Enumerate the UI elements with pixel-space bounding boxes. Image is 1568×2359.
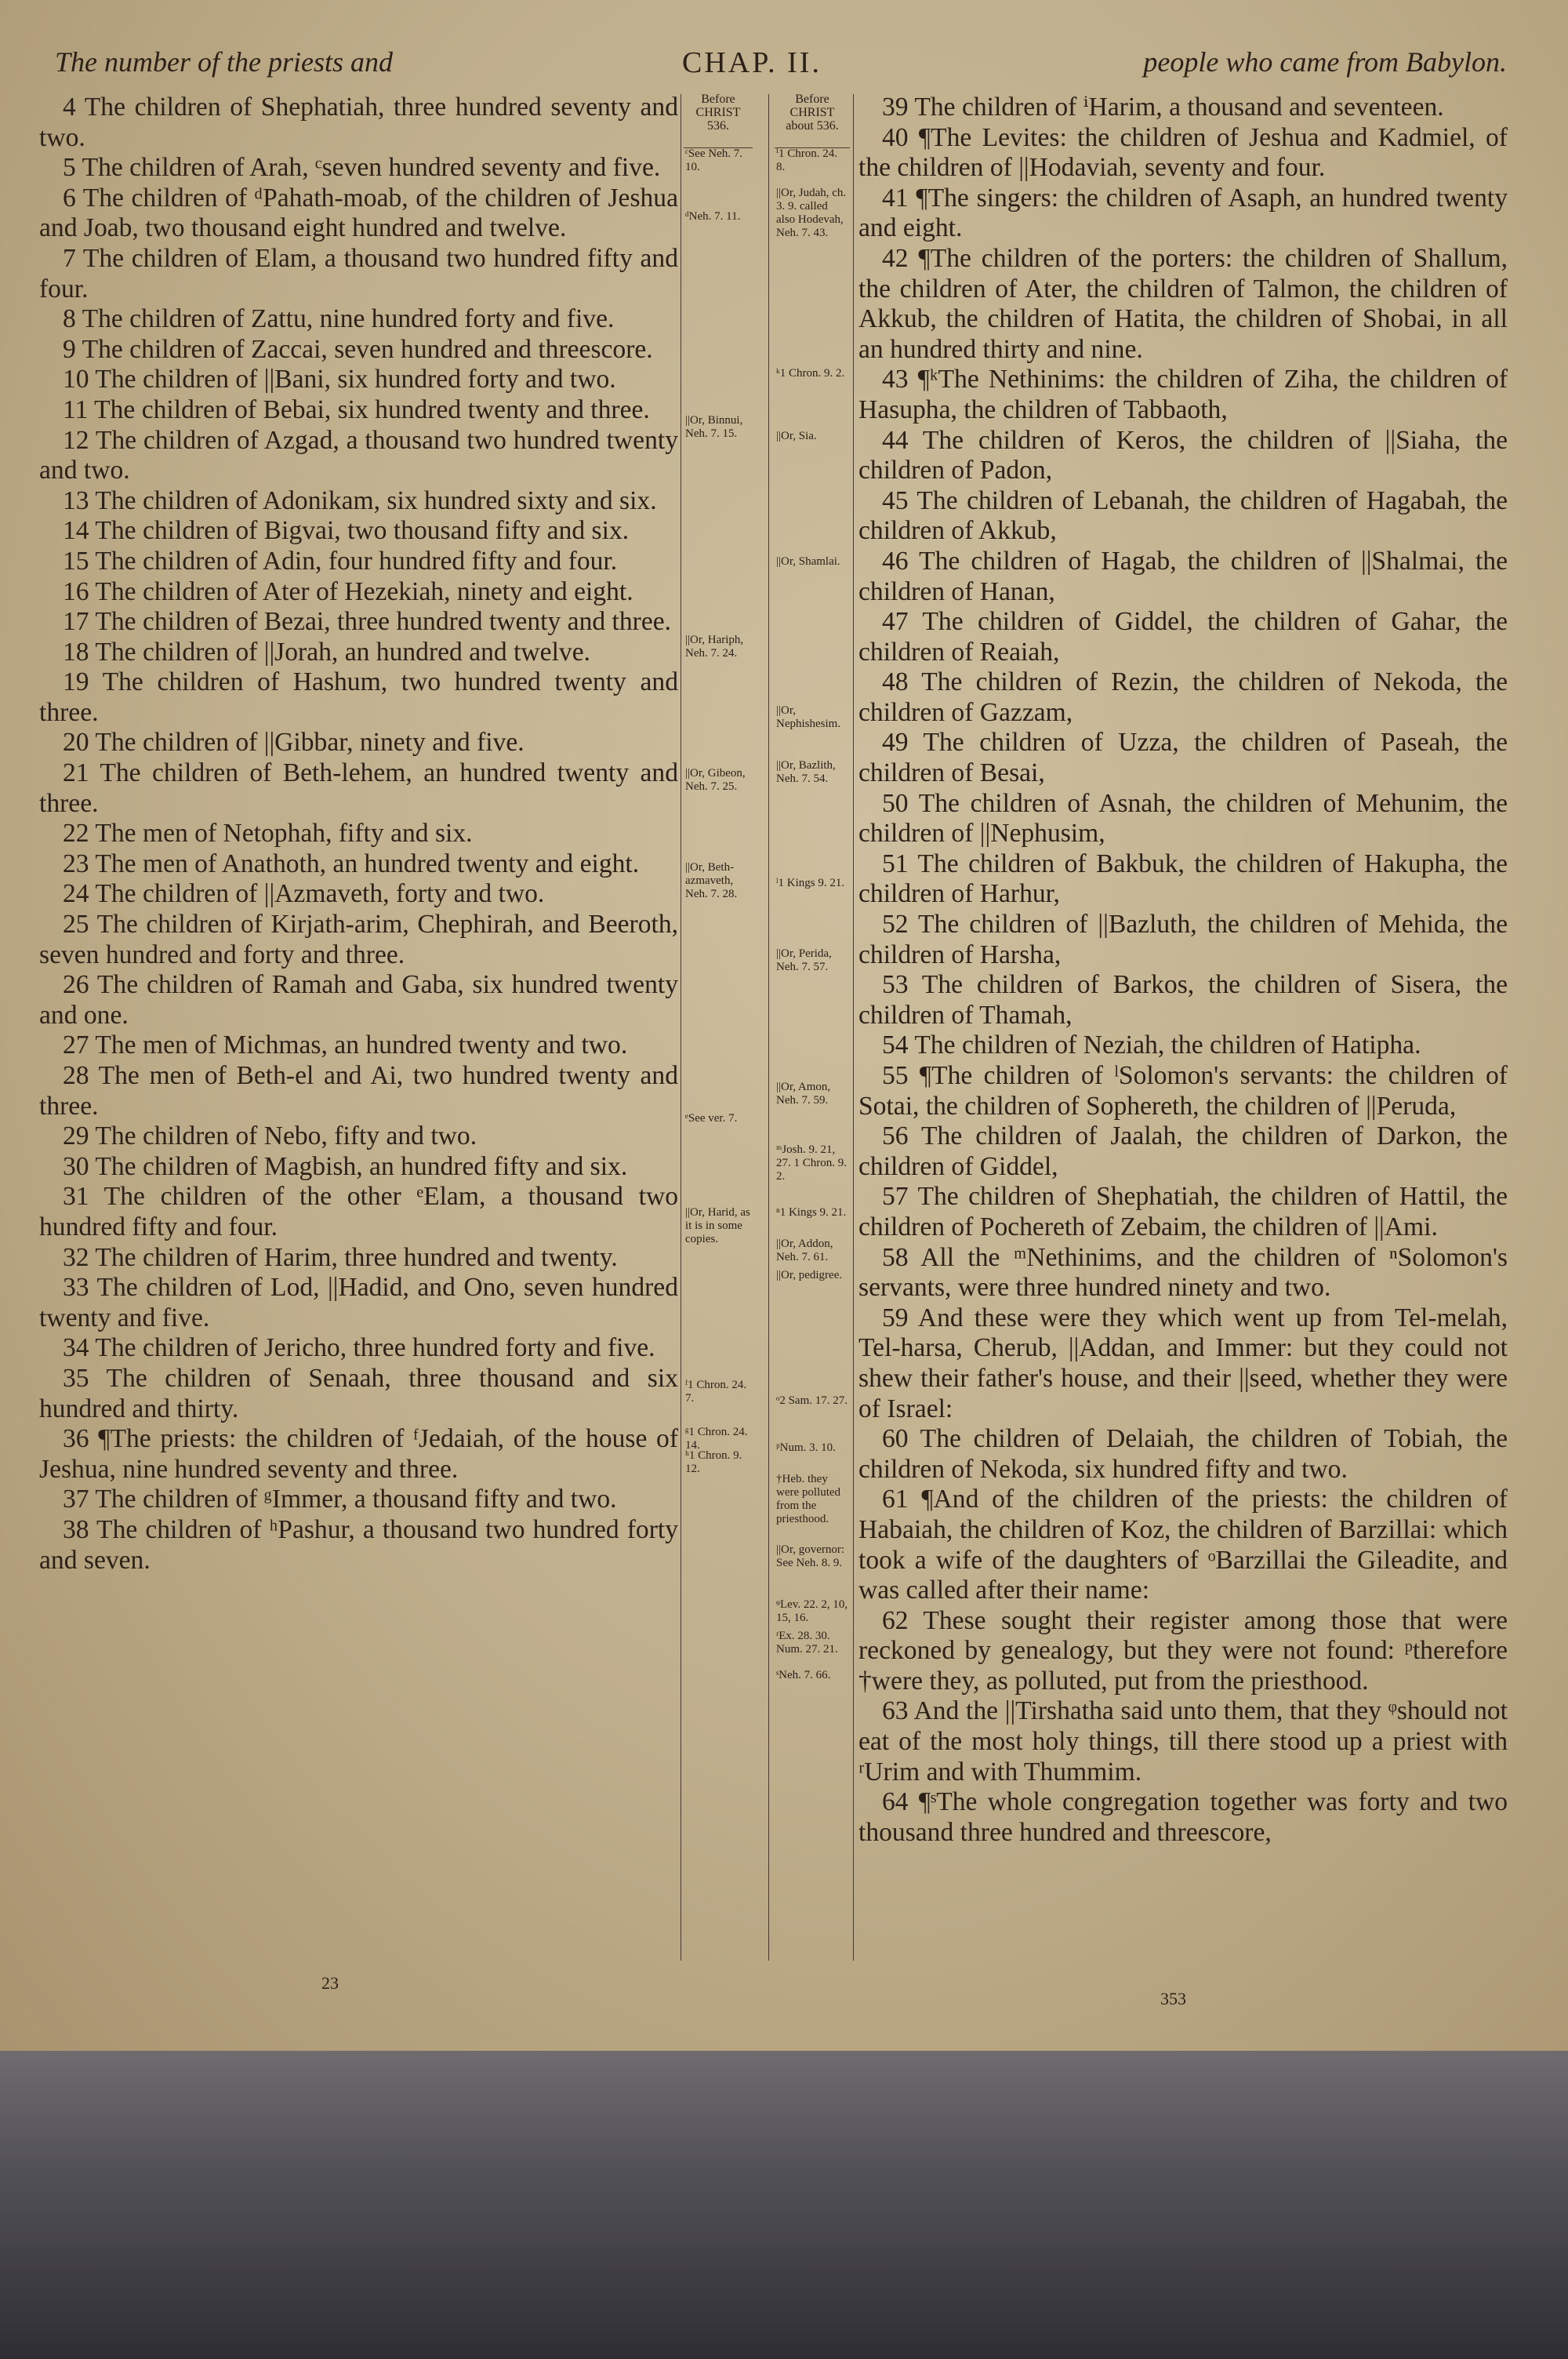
page-number: 353 (1160, 1989, 1186, 2008)
verse: 7 The children of Elam, a thousand two hundred fifty and four. (39, 243, 678, 304)
verse: 21 The children of Beth-lehem, an hundred twenty and three. (39, 758, 678, 818)
margin-heading-left: Before CHRIST 536. (684, 93, 753, 148)
verse: 47 The children of Giddel, the children of Gahar, the children of Reaiah, (858, 607, 1508, 667)
left-margin-notes (684, 93, 753, 1475)
verse: 20 The children of ||Gibbar, ninety and five. (63, 728, 524, 758)
verse: 19 The children of Hashum, two hundred twenty and three. (39, 667, 678, 727)
verse: 46 The children of Hagab, the children of ||Shalmai, the children of Hanan, (858, 546, 1508, 606)
verse: 64 ¶ˢThe whole congregation together was forty and two thousand three hundred and threescore, (858, 1787, 1508, 1847)
verse: 60 The children of Delaiah, the children of Tobiah, the children of Nekoda, six hundred fifty and two. (858, 1424, 1508, 1484)
margin-note: ᵍ1 Chron. 24. 14. (685, 1426, 748, 1452)
verse: 10 The children of ||Bani, six hundred forty and two. (63, 365, 616, 394)
margin-note: ᵖNum. 3. 10. (776, 1441, 836, 1454)
verse: 44 The children of Keros, the children of ||Siaha, the children of Padon, (858, 425, 1508, 485)
verse: 54 The children of Neziah, the children of Hatipha. (882, 1030, 1421, 1060)
verse: 35 The children of Senaah, three thousand and six hundred and thirty. (39, 1363, 678, 1423)
verse: 22 The men of Netophah, fifty and six. (63, 819, 473, 849)
verse: 29 The children of Nebo, fifty and two. (63, 1121, 477, 1151)
verse: 14 The children of Bigvai, two thousand fifty and six. (63, 516, 630, 546)
verse: 4 The children of Shephatiah, three hundred seventy and two. (39, 93, 678, 152)
verse: 25 The children of Kirjath-arim, Chephirah, and Beeroth, seven hundred and forty and three. (39, 910, 678, 969)
margin-note: ||Or, Judah, ch. 3. 9. called also Hodevah, Neh. 7. 43. (776, 187, 847, 239)
margin-note: ||Or, Sia. (776, 430, 817, 442)
margin-note: ᵠLev. 22. 2, 10, 15, 16. (776, 1598, 848, 1624)
margin-note: ᵐJosh. 9. 21, 27. 1 Chron. 9. 2. (776, 1143, 847, 1183)
margin-note: ||Or, Hariph, Neh. 7. 24. (685, 634, 744, 660)
margin-note: ᵉSee ver. 7. (685, 1112, 738, 1125)
margin-note: ||Or, Shamlai. (776, 555, 840, 568)
signature-mark: 23 (321, 1973, 339, 1993)
margin-note: ||Or, Nephishesim. (776, 704, 841, 730)
verse: 15 The children of Adin, four hundred fifty and four. (63, 546, 618, 576)
verse: 8 The children of Zattu, nine hundred forty and five. (63, 304, 615, 334)
margin-note: ||Or, Harid, as it is in some copies. (685, 1206, 750, 1245)
column-rule (768, 94, 769, 1961)
verse: 42 ¶The children of the porters: the children of Shallum, the children of Ater, the children of Talmon, the children of Akkub, the children of Hatita, the children of Shobai, in all an hundred thirty and nine. (858, 243, 1508, 364)
verse: 63 And the ||Tirshatha said unto them, that they ᵠshould not eat of the most holy things, till there stood up a priest with ʳUrim and with Thummim. (858, 1696, 1508, 1787)
verse: 13 The children of Adonikam, six hundred sixty and six. (63, 485, 657, 515)
verse: 24 The children of ||Azmaveth, forty and two. (63, 879, 545, 909)
verse: 16 The children of Ater of Hezekiah, ninety and eight. (63, 576, 633, 606)
verse: 33 The children of Lod, ||Hadid, and Ono, seven hundred twenty and five. (39, 1273, 678, 1332)
left-text-column (39, 93, 678, 1576)
verse: 51 The children of Bakbuk, the children of Hakupha, the children of Harhur, (858, 849, 1508, 909)
verse: 18 The children of ||Jorah, an hundred and twelve. (63, 637, 590, 667)
margin-note: ˡ1 Kings 9. 21. (776, 877, 845, 889)
verse: 23 The men of Anathoth, an hundred twenty and eight. (63, 849, 640, 878)
verse: 48 The children of Rezin, the children of Nekoda, the children of Gazzam, (858, 667, 1508, 727)
margin-note: ᶜSee Neh. 7. 10. (685, 147, 742, 173)
verse: 12 The children of Azgad, a thousand two hundred twenty and two. (39, 425, 678, 485)
verse: 41 ¶The singers: the children of Asaph, an hundred twenty and eight. (858, 183, 1508, 243)
verse: 5 The children of Arah, ᶜseven hundred seventy and five. (63, 153, 661, 183)
verse: 26 The children of Ramah and Gaba, six hundred twenty and one. (39, 970, 678, 1030)
margin-note: ||Or, pedigree. (776, 1269, 843, 1281)
verse: 61 ¶And of the children of the priests: the children of Habaiah, the children of Koz, the children of Barzillai: which took a wife of the daughters of ᵒBarzillai the Gileadite, and was called after their name: (858, 1485, 1508, 1605)
margin-note: ||Or, governor: See Neh. 8. 9. (776, 1543, 845, 1569)
margin-note: ||Or, Binnui, Neh. 7. 15. (685, 414, 743, 440)
margin-note: ˢNeh. 7. 66. (776, 1669, 831, 1681)
background-surface (0, 2051, 1568, 2359)
margin-note: ⁱ1 Chron. 24. 8. (776, 147, 838, 173)
verse: 39 The children of ⁱHarim, a thousand and seventeen. (882, 93, 1444, 122)
verse: 59 And these were they which went up from Tel-melah, Tel-harsa, Cherub, ||Addan, and Immer: but they could not shew their father's house, and their ||seed, whether they were of Israel: (858, 1303, 1508, 1423)
verse: 37 The children of ᵍImmer, a thousand fifty and two. (63, 1485, 617, 1514)
verse: 53 The children of Barkos, the children of Sisera, the children of Thamah, (858, 970, 1508, 1030)
verse: 30 The children of Magbish, an hundred fifty and six. (63, 1151, 628, 1181)
margin-note: ||Or, Perida, Neh. 7. 57. (776, 947, 832, 973)
right-margin-notes (775, 93, 850, 1681)
verse: 43 ¶ᵏThe Nethinims: the children of Ziha, the children of Hasupha, the children of Tabbaoth, (858, 365, 1508, 424)
verse: 50 The children of Asnah, the children of Mehunim, the children of ||Nephusim, (858, 788, 1508, 849)
verse: 17 The children of Bezai, three hundred twenty and three. (63, 607, 672, 637)
chapter-heading: CHAP. II. (682, 46, 822, 79)
margin-note: ᶠ1 Chron. 24. 7. (685, 1379, 747, 1405)
verse: 38 The children of ʰPashur, a thousand two hundred forty and seven. (39, 1514, 678, 1575)
margin-note: ʳEx. 28. 30. Num. 27. 21. (776, 1630, 838, 1656)
margin-note: †Heb. they were polluted from the priesthood. (776, 1473, 841, 1525)
margin-note: ||Or, Amon, Neh. 7. 59. (776, 1081, 831, 1107)
verse: 28 The men of Beth-el and Ai, two hundred twenty and three. (39, 1061, 678, 1121)
verse: 6 The children of ᵈPahath-moab, of the children of Jeshua and Joab, two thousand eight hundred and twelve. (39, 183, 678, 243)
verse: 62 These sought their register among those that were reckoned by genealogy, but they were not found: ᵖtherefore †were they, as polluted, put from the priesthood. (858, 1605, 1508, 1696)
margin-note: ||Or, Bazlith, Neh. 7. 54. (776, 759, 836, 785)
margin-note: ᵈNeh. 7. 11. (685, 210, 741, 223)
verse: 45 The children of Lebanah, the children of Hagabah, the children of Akkub, (858, 485, 1508, 546)
margin-heading-right: Before CHRIST about 536. (775, 93, 850, 148)
verse: 36 ¶The priests: the children of ᶠJedaiah, of the house of Jeshua, nine hundred seventy and three. (39, 1424, 678, 1484)
verse: 40 ¶The Levites: the children of Jeshua and Kadmiel, of the children of ||Hodaviah, seventy and four. (858, 122, 1508, 183)
verse: 56 The children of Jaalah, the children of Darkon, the children of Giddel, (858, 1121, 1508, 1181)
verse: 27 The men of Michmas, an hundred twenty and two. (63, 1030, 628, 1060)
running-head-right: people who came from Babylon. (1143, 46, 1507, 78)
verse: 11 The children of Bebai, six hundred twenty and three. (63, 394, 650, 424)
margin-note: ||Or, Beth-azmaveth, Neh. 7. 28. (685, 861, 738, 900)
right-text-column (858, 93, 1508, 1848)
margin-note: ||Or, Gibeon, Neh. 7. 25. (685, 767, 746, 793)
verse: 32 The children of Harim, three hundred and twenty. (63, 1242, 618, 1272)
column-rule (853, 94, 854, 1961)
margin-note: ⁿ1 Kings 9. 21. (776, 1206, 847, 1219)
verse: 52 The children of ||Bazluth, the children of Mehida, the children of Harsha, (858, 910, 1508, 969)
running-head-left: The number of the priests and (55, 46, 393, 78)
verse: 49 The children of Uzza, the children of Paseah, the children of Besai, (858, 728, 1508, 788)
verse: 9 The children of Zaccai, seven hundred and threescore. (63, 334, 653, 364)
margin-note: ʰ1 Chron. 9. 12. (685, 1449, 742, 1475)
verse: 58 All the ᵐNethinims, and the children of ⁿSolomon's servants, were three hundred ninety and two. (858, 1242, 1508, 1303)
margin-note: ᵒ2 Sam. 17. 27. (776, 1394, 848, 1407)
margin-note: ||Or, Addon, Neh. 7. 61. (776, 1238, 833, 1263)
margin-note: ᵏ1 Chron. 9. 2. (776, 367, 845, 380)
verse: 34 The children of Jericho, three hundred forty and five. (63, 1333, 655, 1363)
verse: 31 The children of the other ᵉElam, a thousand two hundred fifty and four. (39, 1182, 678, 1241)
verse: 55 ¶The children of ˡSolomon's servants: the children of Sotai, the children of Sophereth, the children of ||Peruda, (858, 1061, 1508, 1121)
verse: 57 The children of Shephatiah, the children of Hattil, the children of Pochereth of Zebaim, the children of ||Ami. (858, 1182, 1508, 1241)
